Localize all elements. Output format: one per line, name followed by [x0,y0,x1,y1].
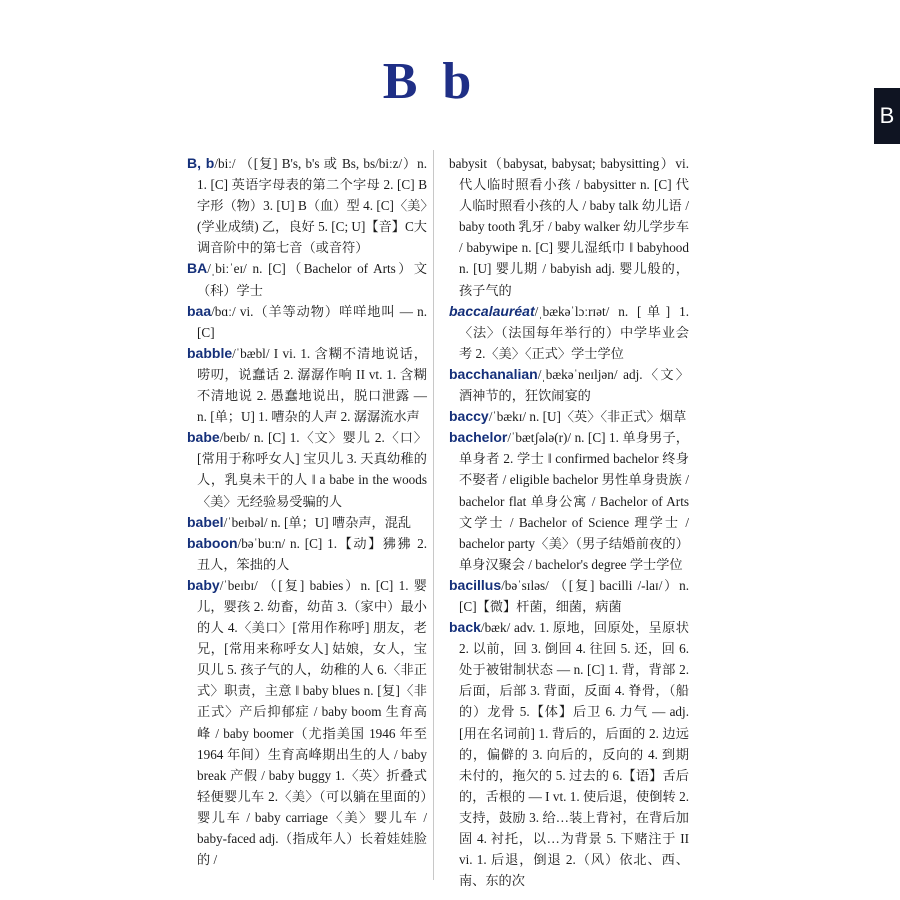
entry-definition: n. [C]（Bachelor of Arts）文（科）学士 [197,261,428,298]
entry-definition: adv. 1. 原地，回原处，呈原状 2. 以前，回 3. 倒回 4. 往回 5. 还，回 6. 处于被钳制状态 — n. [C] 1. 背，背部 2. 后面，后部 3. 背面，反面 4. 脊骨，（船的）龙骨 5.【体】后卫 6. 力气 — adj. [用在名词前] 1. 背后的，后面的 2. 边远的，偏僻的 3. 向后的，反向的 4. 到期未付的，拖欠的 5. 过去的 6.【语】舌后的，舌根的 — I vt. 1. 使后退，使倒转 2. 支持，鼓励 3. 给…装上背衬，在背后加固 4. 衬托，以…为背景 5. 下赌注于 II vi. 1. 后退，倒退 2.（风）依北、西、南、东的次 [459,620,689,889]
entry-headword: babble [187,344,233,361]
dictionary-entry [187,427,427,511]
dictionary-entry [187,153,427,258]
entry-definition: n. [单] 1.〈法〉（法国每年举行的）中学毕业会考 2.〈美〉〈正式〉学士学位 [459,303,689,361]
entry-headword: bachelor [449,429,508,446]
entry-headword: baby [187,576,220,593]
dictionary-entry [449,364,689,406]
dictionary-entry [187,343,427,427]
entry-headword: BA [187,260,208,277]
entry-definition: adj.〈文〉酒神节的，狂饮闹宴的 [459,366,689,404]
entry-pronunciation: /ˈbeɪbəl/ [223,514,268,530]
dictionary-entry [449,575,689,617]
entry-definition: （[复] babies）n. [C] 1. 婴儿，婴孩 2. 幼畜，幼苗 3.（家中）最小的人 4.〈美口〉[常用作称呼] 朋友，老兄，[常用来称呼女人] 姑娘，女人，宝贝儿 5. 孩子气的人，幼稚的人 6.〈非正式〉职责，主意 ‖ baby blues n. [复]〈非正式〉产后抑郁症 / baby boom 生育高峰 / baby boomer（尤指美国 1946 年至 1964 年间）生育高峰期出生的人 / baby break 产假 / baby buggy 1.〈英〉折叠式轻便婴儿车 2.〈美〉（可以躺在里面的）婴儿车 / baby carriage〈美〉婴儿车 / baby-faced adj.（指成年人）长着娃娃脸的 / [197,577,427,868]
column-divider [433,150,434,880]
entry-headword: back [449,619,481,636]
entry-pronunciation: /bɑː/ [211,303,236,319]
entry-pronunciation: /ˈbæbl/ [232,345,270,361]
entry-pronunciation: /bæk/ [480,620,511,636]
dictionary-entry [187,533,427,575]
entry-pronunciation: /bəˈbuːn/ [237,535,286,551]
entry-definition: （[复] B's, b's 或 Bs, bs/biːz/）n. 1. [C] 英语字母表的第二个字母 2. [C] B字形（物）3. [U] B（血）型 4. [C]〈美〉(学业成绩) 乙，良好 5. [C; U]【音】C大调音阶中的第七音（或音符） [197,156,427,256]
dictionary-entry [449,153,689,301]
entry-pronunciation: /bəˈsɪləs/ [501,577,549,593]
entry-definition: I vi. 1. 含糊不清地说话，唠叨，说蠢话 2. 潺潺作响 II vt. 1. 含糊不清地说 2. 愚蠢地说出，脱口泄露 — n. [单；U] 1. 嘈杂的人声 2. 潺潺流水声 [197,345,427,425]
left-column [187,153,427,870]
entry-pronunciation: /ˈbækɪ/ [488,409,527,425]
thumb-index-tab[interactable]: B [874,88,900,144]
entry-pronunciation: /ˈbætʃələ(r)/ [507,430,572,446]
dictionary-entry [187,258,427,300]
entry-pronunciation: /beɪb/ [219,430,250,446]
entry-headword: babe [187,429,220,446]
entry-headword: baccy [449,408,489,425]
entry-headword: baboon [187,534,238,551]
dictionary-entry [187,301,427,343]
entry-headword: B, b [187,155,215,171]
entry-headword: babel [187,513,224,530]
entry-definition: babysit（babysat, babysat; babysitting）vi. 代人临时照看小孩 / babysitter n. [C] 代人临时照看小孩的人 / baby talk 幼儿语 / baby tooth 乳牙 / baby walker 幼儿学步车 / babywipe n. [C] 婴儿湿纸巾 ‖ babyhood n. [U] 婴儿期 / babyish adj. 婴儿般的，孩子气的 [449,156,690,298]
dictionary-entry [187,512,427,533]
dictionary-entry [449,301,689,364]
dictionary-entry [187,575,427,870]
entry-pronunciation: /ˈbeɪbɪ/ [219,577,258,593]
entry-headword: baa [187,302,212,319]
dictionary-entry [449,406,689,427]
entry-definition: n. [C] 1.【动】狒狒 2. 丑人，笨拙的人 [197,535,427,572]
dictionary-entry [449,617,689,891]
entry-pronunciation: /ˌbækəˈlɔːrɪət/ [534,303,610,319]
entry-definition: （[复] bacilli /-laɪ/）n. [C]【微】杆菌，细菌，病菌 [459,577,689,614]
entry-headword: bacchanalian [449,365,538,382]
entry-pronunciation: /ˌbiːˈeɪ/ [207,261,247,277]
right-column [449,153,689,891]
entry-definition: n. [U]〈英〉〈非正式〉烟草 [529,409,687,425]
entry-definition: n. [C] 1.〈文〉婴儿 2.〈口〉[常用于称呼女人] 宝贝儿 3. 天真幼稚的人，乳臭未干的人 ‖ a babe in the woods〈美〉无经验易受骗的人 [197,430,427,509]
entry-headword: baccalauréat [449,302,535,319]
entry-definition: vi.（羊等动物）咩咩地叫 — n. [C] [197,303,428,340]
entry-definition: n. [单；U] 嘈杂声，混乱 [270,514,412,530]
section-letter-heading: B b [382,53,478,110]
entry-definition: n. [C] 1. 单身男子，单身者 2. 学士 ‖ confirmed bachelor 终身不娶者 / eligible bachelor 男性单身贵族 / bachelor flat 单身公寓 / Bachelor of Arts 文学士 / Bachelor of Science 理学士 / bachelor party〈美〉（男子结婚前夜的）单身汉聚会 / bachelor's degree 学士学位 [459,430,689,572]
entry-pronunciation: /biː/ [214,156,236,171]
entry-headword: bacillus [449,576,502,593]
entry-pronunciation: /ˌbækəˈneɪljən/ [537,366,618,382]
dictionary-entry [449,427,689,575]
